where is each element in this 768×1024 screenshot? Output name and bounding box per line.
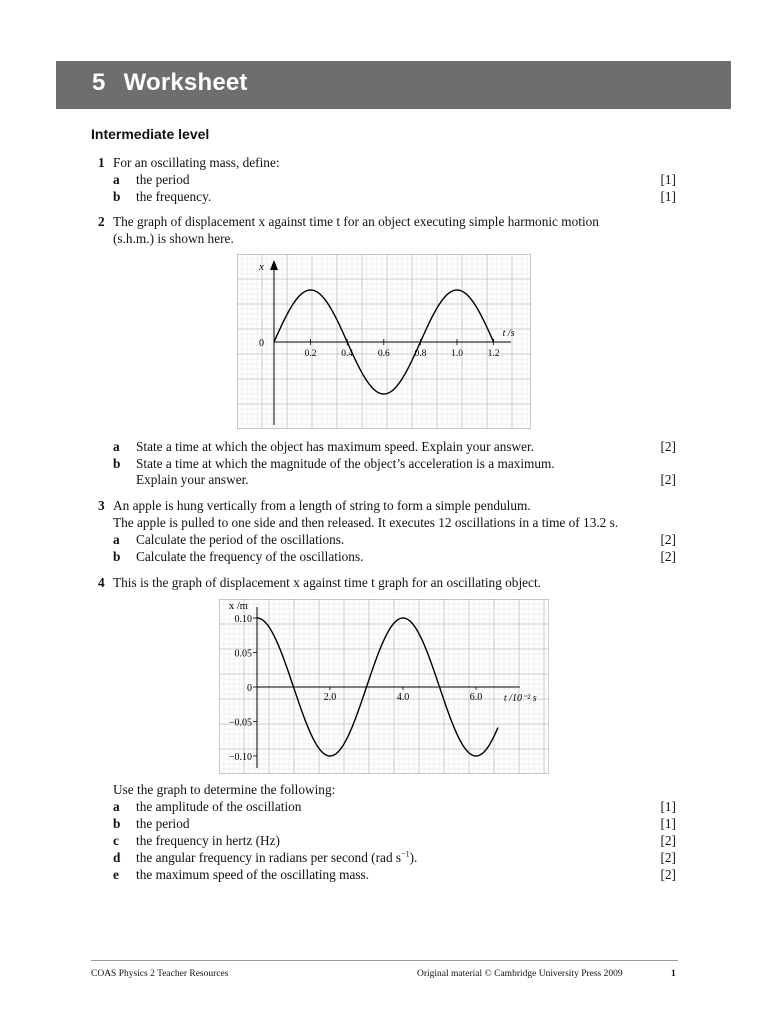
question-2b-text: State a time at which the magnitude of the object’s acceleration is a maximum. [136,456,555,471]
worksheet-header-bar [56,61,731,109]
question-4-stem: This is the graph of displacement x against time t graph for an oscillating object. [113,575,541,590]
y-axis-label: x [259,261,264,273]
question-3a-marks: [2] [660,532,676,547]
y-tick-label: 0 [259,338,264,349]
question-2a-marks: [2] [660,439,676,454]
x-tick-label: 0.8 [414,349,427,359]
x-tick-label: 6.0 [469,692,483,703]
x-tick-label: 0.2 [304,349,317,359]
question-4d-text: the angular frequency in radians per second (rad $s^{-1}$). [136,849,418,865]
question-4e-marks: [2] [660,867,676,882]
x-tick-label: 1.0 [451,349,463,359]
question-2b-marks: [2] [660,472,676,487]
y-axis-label: x /m [229,601,248,612]
level-heading: Intermediate level [91,126,210,142]
footer-page-number: 1 [671,969,676,979]
question-4c-letter: c [113,833,119,848]
question-1a-text: the period [136,172,190,187]
question-3b-letter: b [113,549,121,564]
x-tick-label: 0.6 [377,349,390,359]
question-2a-letter: a [113,439,120,454]
question-4c-text: the frequency in hertz (Hz) [136,833,280,848]
y-tick-label: −0.05 [228,717,252,729]
worksheet-number: 5 [92,69,106,96]
worksheet-title [92,69,248,97]
question-4d-letter: d [113,850,121,865]
y-tick-label: 0.05 [234,648,252,660]
y-tick-label: −0.10 [228,752,252,763]
x-axis-label: t /10⁻² s [503,693,537,704]
question-2a-text: State a time at which the object has maximum speed. Explain your answer. [136,439,535,454]
question-4b-text: the period [136,816,190,831]
question-3b-marks: [2] [660,549,676,564]
oscillation-displacement-graph [219,599,549,774]
question-3b-text: Calculate the frequency of the oscillations. [136,549,364,564]
question-1-stem: For an oscillating mass, define: [113,155,280,170]
question-4b-letter: b [113,816,121,831]
footer-rule [91,960,678,961]
question-4-intro: Use the graph to determine the following: [113,782,336,797]
question-4e-text: the maximum speed of the oscillating mass. [136,867,370,882]
question-1-number: 1 [98,155,105,170]
question-2-stem-line-1: The graph of displacement x against time t for an object executing simple harmonic motion [113,214,599,229]
question-4a-marks: [1] [660,799,676,814]
question-4-number: 4 [98,575,105,590]
question-3a-text: Calculate the period of the oscillations. [136,532,345,547]
y-tick-label: 0.10 [234,614,252,625]
shm-displacement-graph [237,254,531,429]
question-4c-marks: [2] [660,833,676,848]
question-3-number: 3 [98,498,105,513]
question-3a-letter: a [113,532,120,547]
question-4d-marks: [2] [660,850,676,865]
question-1b-text: the frequency. [136,189,212,204]
question-2-number: 2 [98,214,105,229]
y-tick-label: 0 [247,683,252,694]
question-1b-marks: [1] [660,189,676,204]
question-1b-letter: b [113,189,121,204]
question-2-stem-line-2: (s.h.m.) is shown here. [113,231,234,246]
question-3-stem-line-2: The apple is pulled to one side and then released. It executes 12 oscillations in a time of 13.2 s. [113,515,619,530]
x-tick-label: 4.0 [396,692,410,703]
question-1a-letter: a [113,172,120,187]
question-2b-letter: b [113,456,121,471]
question-4b-marks: [1] [660,816,676,831]
x-tick-label: 1.2 [487,349,500,359]
x-tick-label: 0.4 [341,349,354,359]
worksheet-title-text: Worksheet [123,69,248,96]
question-4a-letter: a [113,799,120,814]
question-2b-text-line-2: Explain your answer. [136,472,249,487]
question-4a-text: the amplitude of the oscillation [136,799,302,814]
question-1a-marks: [1] [660,172,676,187]
footer-copyright: Original material © Cambridge University Press 2009 [417,969,623,979]
footer-source: COAS Physics 2 Teacher Resources [91,969,229,979]
question-4e-letter: e [113,867,119,882]
x-axis-label: t /s [502,328,515,339]
x-tick-label: 2.0 [323,692,337,703]
question-3-stem-line-1: An apple is hung vertically from a length of string to form a simple pendulum. [113,498,531,513]
